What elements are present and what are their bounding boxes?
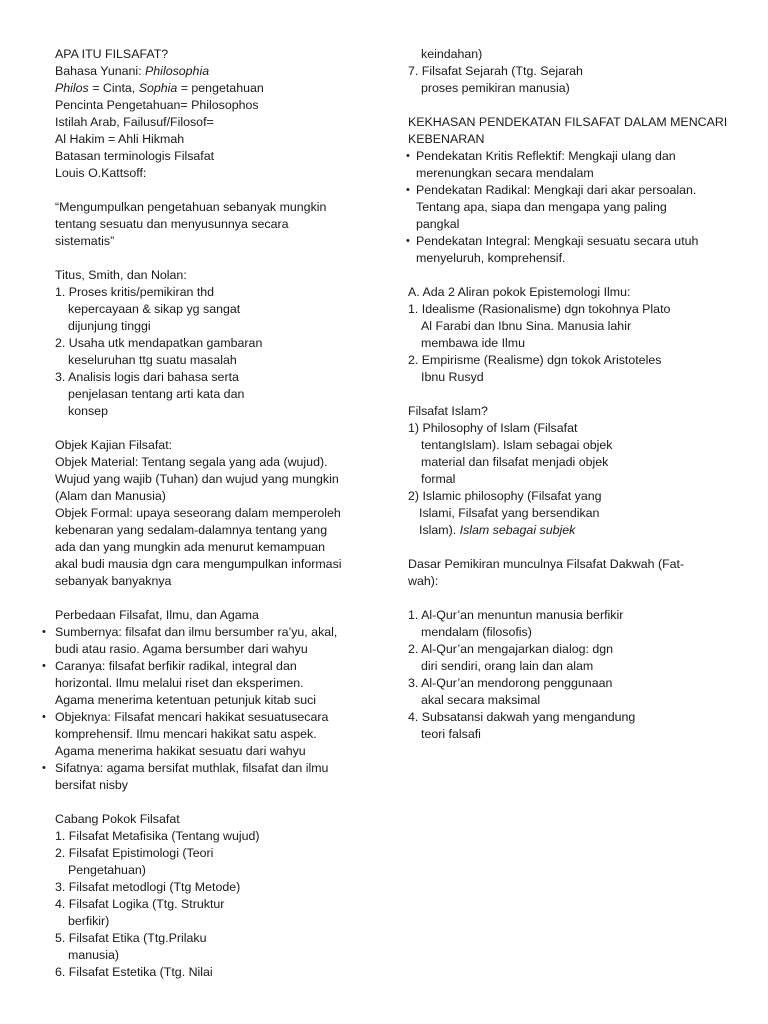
line-philos-sophia: Philos = Cinta, Sophia = pengetahuan	[55, 81, 264, 95]
heading-apa-itu-filsafat: APA ITU FILSAFAT?	[55, 47, 169, 61]
left-column	[42, 46, 375, 981]
list-item: • Pendekatan Kritis Reflektif: Mengkaji ulang dan merenungkan secara mendalam	[406, 149, 676, 180]
kekhasan-list	[408, 148, 718, 267]
heading-kekhasan: KEKHASAN PENDEKATAN FILSAFAT DALAM MENCARI KEBENARAN	[408, 115, 728, 146]
bullet-icon: •	[42, 711, 46, 723]
line-bahasa-yunani: Bahasa Yunani: Philosophia	[55, 64, 210, 78]
filsafat-islam-item-2: 2) Islamic philosophy (Filsafat yang Islami, Filsafat yang bersendikan Islam). Islam sebagai subjek	[408, 489, 602, 537]
line-batasan: Batasan terminologis Filsafat	[55, 149, 215, 163]
dasar-list	[408, 607, 718, 743]
list-item: • Sumbernya: filsafat dan ilmu bersumber ra’yu, akal, budi atau rasio. Agama bersumber dari wahyu	[42, 625, 338, 656]
list-item: • Caranya: filsafat berfikir radikal, integral dan horizontal. Ilmu melalui riset dan eksperimen. Agama menerima ketentuan petunjuk kitab suci	[42, 659, 317, 707]
list-item: 2. Empirisme (Realisme) dgn tokok Aristoteles Ibnu Rusyd	[408, 353, 662, 384]
list-item: 3. Filsafat metodlogi (Ttg Metode)	[55, 880, 241, 894]
objek-kajian-text: Objek Material: Tentang segala yang ada (wujud). Wujud yang wajib (Tuhan) dan wujud yang mungkin (Alam dan Manusia) Objek Formal: upaya seseorang dalam memperoleh kebenaran yang sedalam-dalamnya tentang yang ada dan yang mungkin ada menurut kemampuan akal budi mausia dgn cara mengumpulkan informasi sebanyak banyaknya	[55, 455, 342, 588]
list-item: 2. Filsafat Epistimologi (Teori Pengetahuan)	[55, 846, 214, 877]
kattsoff-quote: “Mengumpulkan pengetahuan sebanyak mungkin tentang sesuatu dan menyusunnya secara sistematis”	[55, 200, 327, 248]
list-item: 4. Filsafat Logika (Ttg. Struktur berfikir)	[55, 897, 225, 928]
line-al-hakim: Al Hakim = Ahli Hikmah	[55, 132, 185, 146]
list-item: 2. Usaha utk mendapatkan gambaran keseluruhan ttg suatu masalah	[55, 336, 263, 367]
bullet-icon: •	[406, 150, 410, 162]
right-column	[406, 46, 728, 743]
bullet-icon: •	[42, 626, 46, 638]
list-item: 1. Filsafat Metafisika (Tentang wujud)	[55, 829, 260, 843]
cabang-item-7: 7. Filsafat Sejarah (Ttg. Sejarah proses pemikiran manusia)	[408, 64, 583, 95]
heading-filsafat-islam: Filsafat Islam?	[408, 404, 488, 418]
aliran-list	[408, 301, 718, 386]
line-louis: Louis O.Kattsoff:	[55, 166, 147, 180]
list-item: 3. Al-Qur’an mendorong penggunaan akal secara maksimal	[408, 676, 613, 707]
heading-cabang: Cabang Pokok Filsafat	[55, 812, 180, 826]
heading-aliran: A. Ada 2 Aliran pokok Epistemologi Ilmu:	[408, 285, 631, 299]
list-item: 4. Subsatansi dakwah yang mengandung teori falsafi	[408, 710, 636, 741]
bullet-icon: •	[406, 235, 410, 247]
list-item: 1. Proses kritis/pemikiran thd kepercayaan & sikap yg sangat dijunjung tinggi	[55, 285, 241, 333]
line-pencinta: Pencinta Pengetahuan= Philosophos	[55, 98, 259, 112]
bullet-icon: •	[42, 762, 46, 774]
heading-titus: Titus, Smith, dan Nolan:	[55, 268, 187, 282]
bullet-icon: •	[42, 660, 46, 672]
perbedaan-list	[42, 624, 375, 794]
bullet-icon: •	[406, 184, 410, 196]
list-item: 1. Al-Qur’an menuntun manusia berfikir mendalam (filosofis)	[408, 608, 624, 639]
heading-perbedaan: Perbedaan Filsafat, Ilmu, dan Agama	[55, 608, 259, 622]
list-item: • Objeknya: Filsafat mencari hakikat sesuatusecara komprehensif. Ilmu mencari hakikat satu aspek. Agama menerima hakikat sesuatu dari wahyu	[42, 710, 329, 758]
cabang-list	[55, 828, 375, 981]
list-item: 5. Filsafat Etika (Ttg.Prilaku manusia)	[55, 931, 207, 962]
line-istilah-arab: Istilah Arab, Failusuf/Filosof=	[55, 115, 214, 129]
list-item: • Pendekatan Radikal: Mengkaji dari akar persoalan. Tentang apa, siapa dan mengapa yang paling pangkal	[406, 183, 697, 231]
list-item: • Sifatnya: agama bersifat muthlak, filsafat dan ilmu bersifat nisby	[42, 761, 329, 792]
heading-objek-kajian: Objek Kajian Filsafat:	[55, 438, 173, 452]
list-item: 2. Al-Qur’an mengajarkan dialog: dgn diri sendiri, orang lain dan alam	[408, 642, 614, 673]
list-item: • Pendekatan Integral: Mengkaji sesuatu secara utuh menyeluruh, komprehensif.	[406, 234, 699, 265]
cabang-item-6-continued: keindahan)	[421, 47, 483, 61]
list-item: 1. Idealisme (Rasionalisme) dgn tokohnya Plato Al Farabi dan Ibnu Sina. Manusia lahir membawa ide Ilmu	[408, 302, 671, 350]
list-item: 3. Analisis logis dari bahasa serta penjelasan tentang arti kata dan konsep	[55, 370, 245, 418]
list-item: 6. Filsafat Estetika (Ttg. Nilai	[55, 965, 213, 979]
filsafat-islam-item-1: 1) Philosophy of Islam (Filsafat tentangIslam). Islam sebagai objek material dan filsafat menjadi objek formal	[408, 421, 613, 486]
titus-list	[55, 284, 375, 420]
heading-dasar-pemikiran: Dasar Pemikiran munculnya Filsafat Dakwah (Fat- wah):	[408, 557, 685, 588]
